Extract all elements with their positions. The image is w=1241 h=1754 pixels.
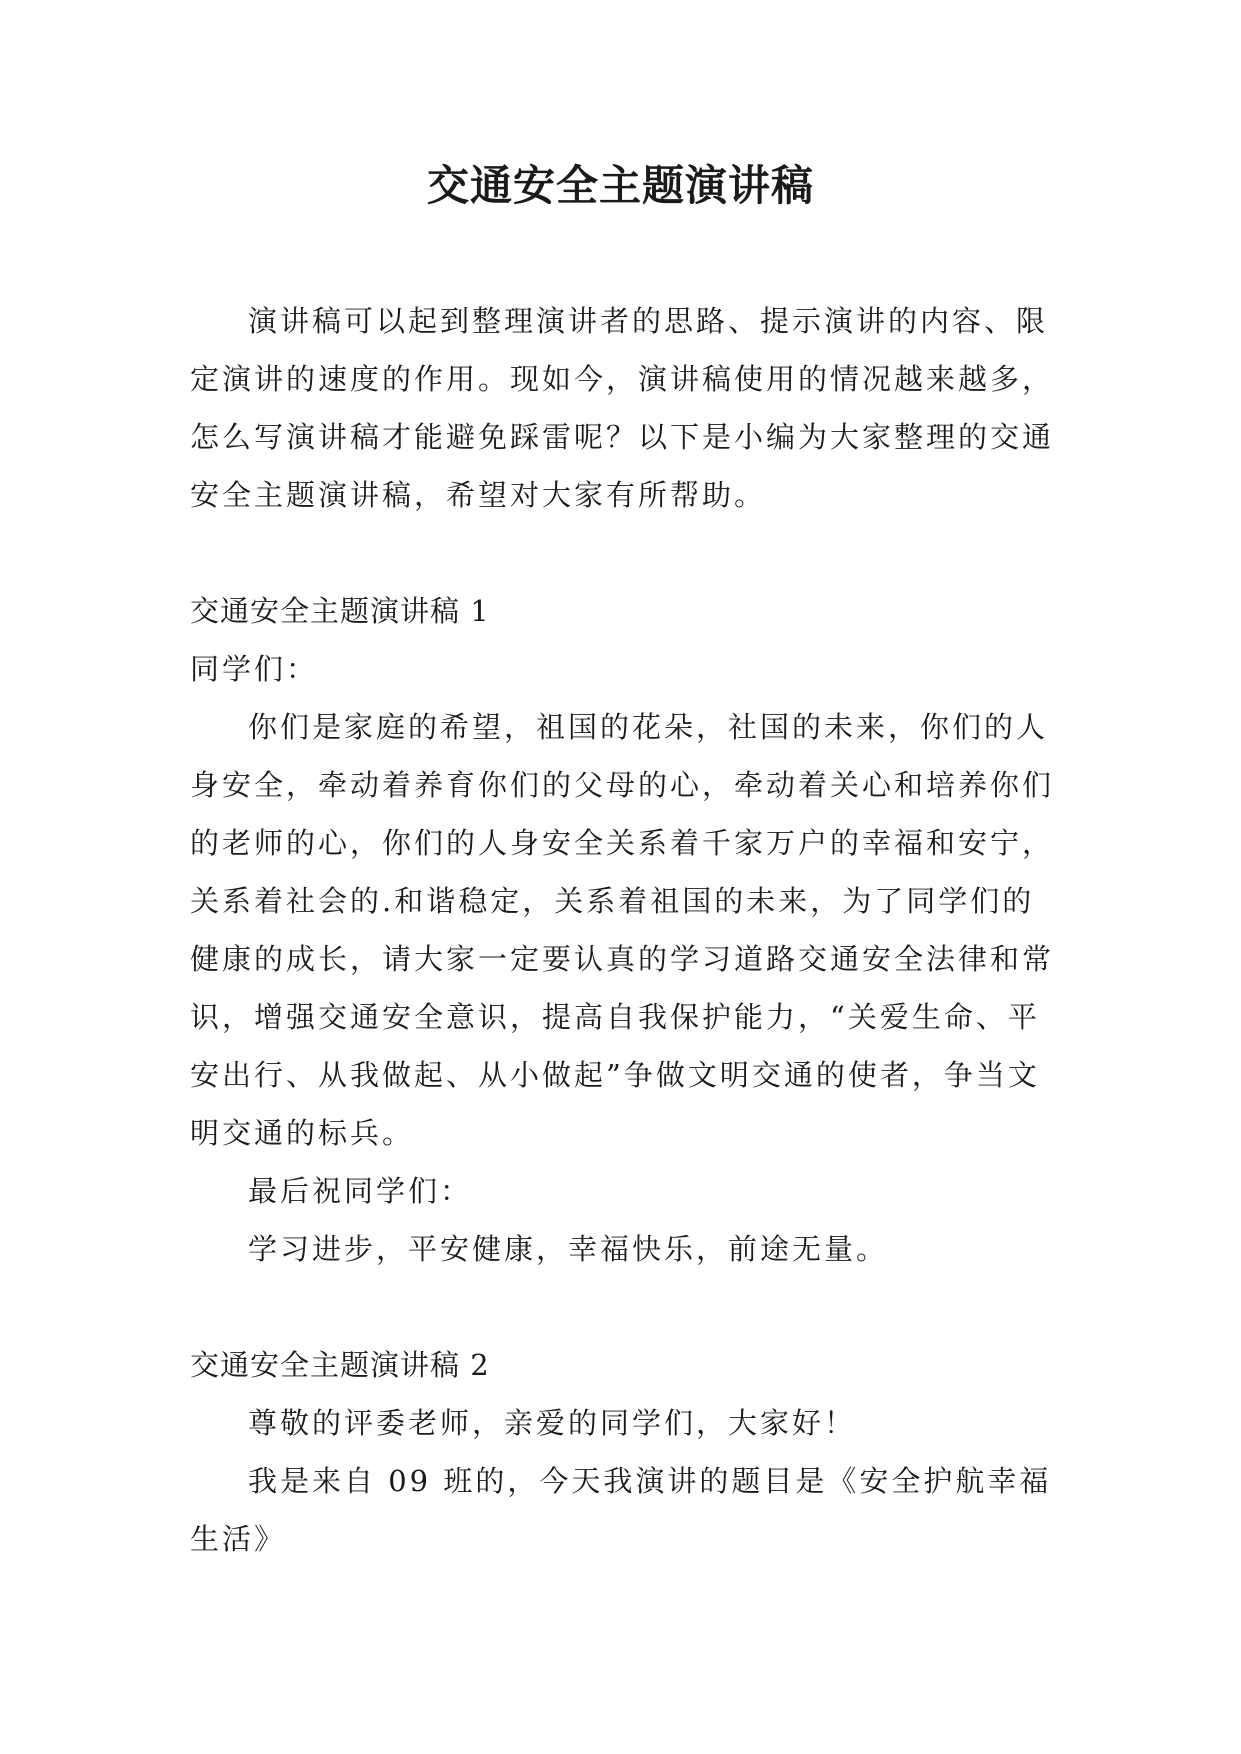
section-2-heading: 交通安全主题演讲稿 2 bbox=[190, 1348, 490, 1382]
section-1-body: 你们是家庭的希望，祖国的花朵，社国的未来，你们的人身安全，牵动着养育你们的父母的心，牵动着关心和培养你们的老师的心，你们的人身安全关系着千家万户的幸福和安宁，关系着社会的.和谐稳定，关系着祖国的未来，为了同学们的健康的成长，请大家一定要认真的学习道路交通安全法律和常识，增强交通安全意识，提高自我保护能力，“关爱生命、平安出行、从我做起、从小做起”争做文明交通的使者，争当文明交通的标兵。 bbox=[190, 710, 1055, 1150]
paragraph-gap bbox=[190, 524, 1060, 582]
section-2-greeting: 尊敬的评委老师，亲爱的同学们，大家好！ bbox=[248, 1406, 857, 1440]
section-1-wishes: 学习进步，平安健康，幸福快乐，前途无量。 bbox=[248, 1232, 889, 1266]
document-title: 交通安全主题演讲稿 bbox=[426, 161, 814, 210]
section-1-salutation: 同学们： bbox=[190, 652, 319, 686]
section-2-body: 我是来自 09 班的，今天我演讲的题目是《安全护航幸福生活》 bbox=[190, 1464, 1052, 1556]
document-body bbox=[190, 292, 1060, 1568]
section-1-closing: 最后祝同学们： bbox=[248, 1174, 473, 1208]
paragraph-gap bbox=[190, 1278, 1060, 1336]
intro-paragraph: 演讲稿可以起到整理演讲者的思路、提示演讲的内容、限定演讲的速度的作用。现如今，演讲稿使用的情况越来越多，怎么写演讲稿才能避免踩雷呢？以下是小编为大家整理的交通安全主题演讲稿，希望对大家有所帮助。 bbox=[190, 304, 1055, 512]
section-1-heading: 交通安全主题演讲稿 1 bbox=[190, 594, 490, 628]
